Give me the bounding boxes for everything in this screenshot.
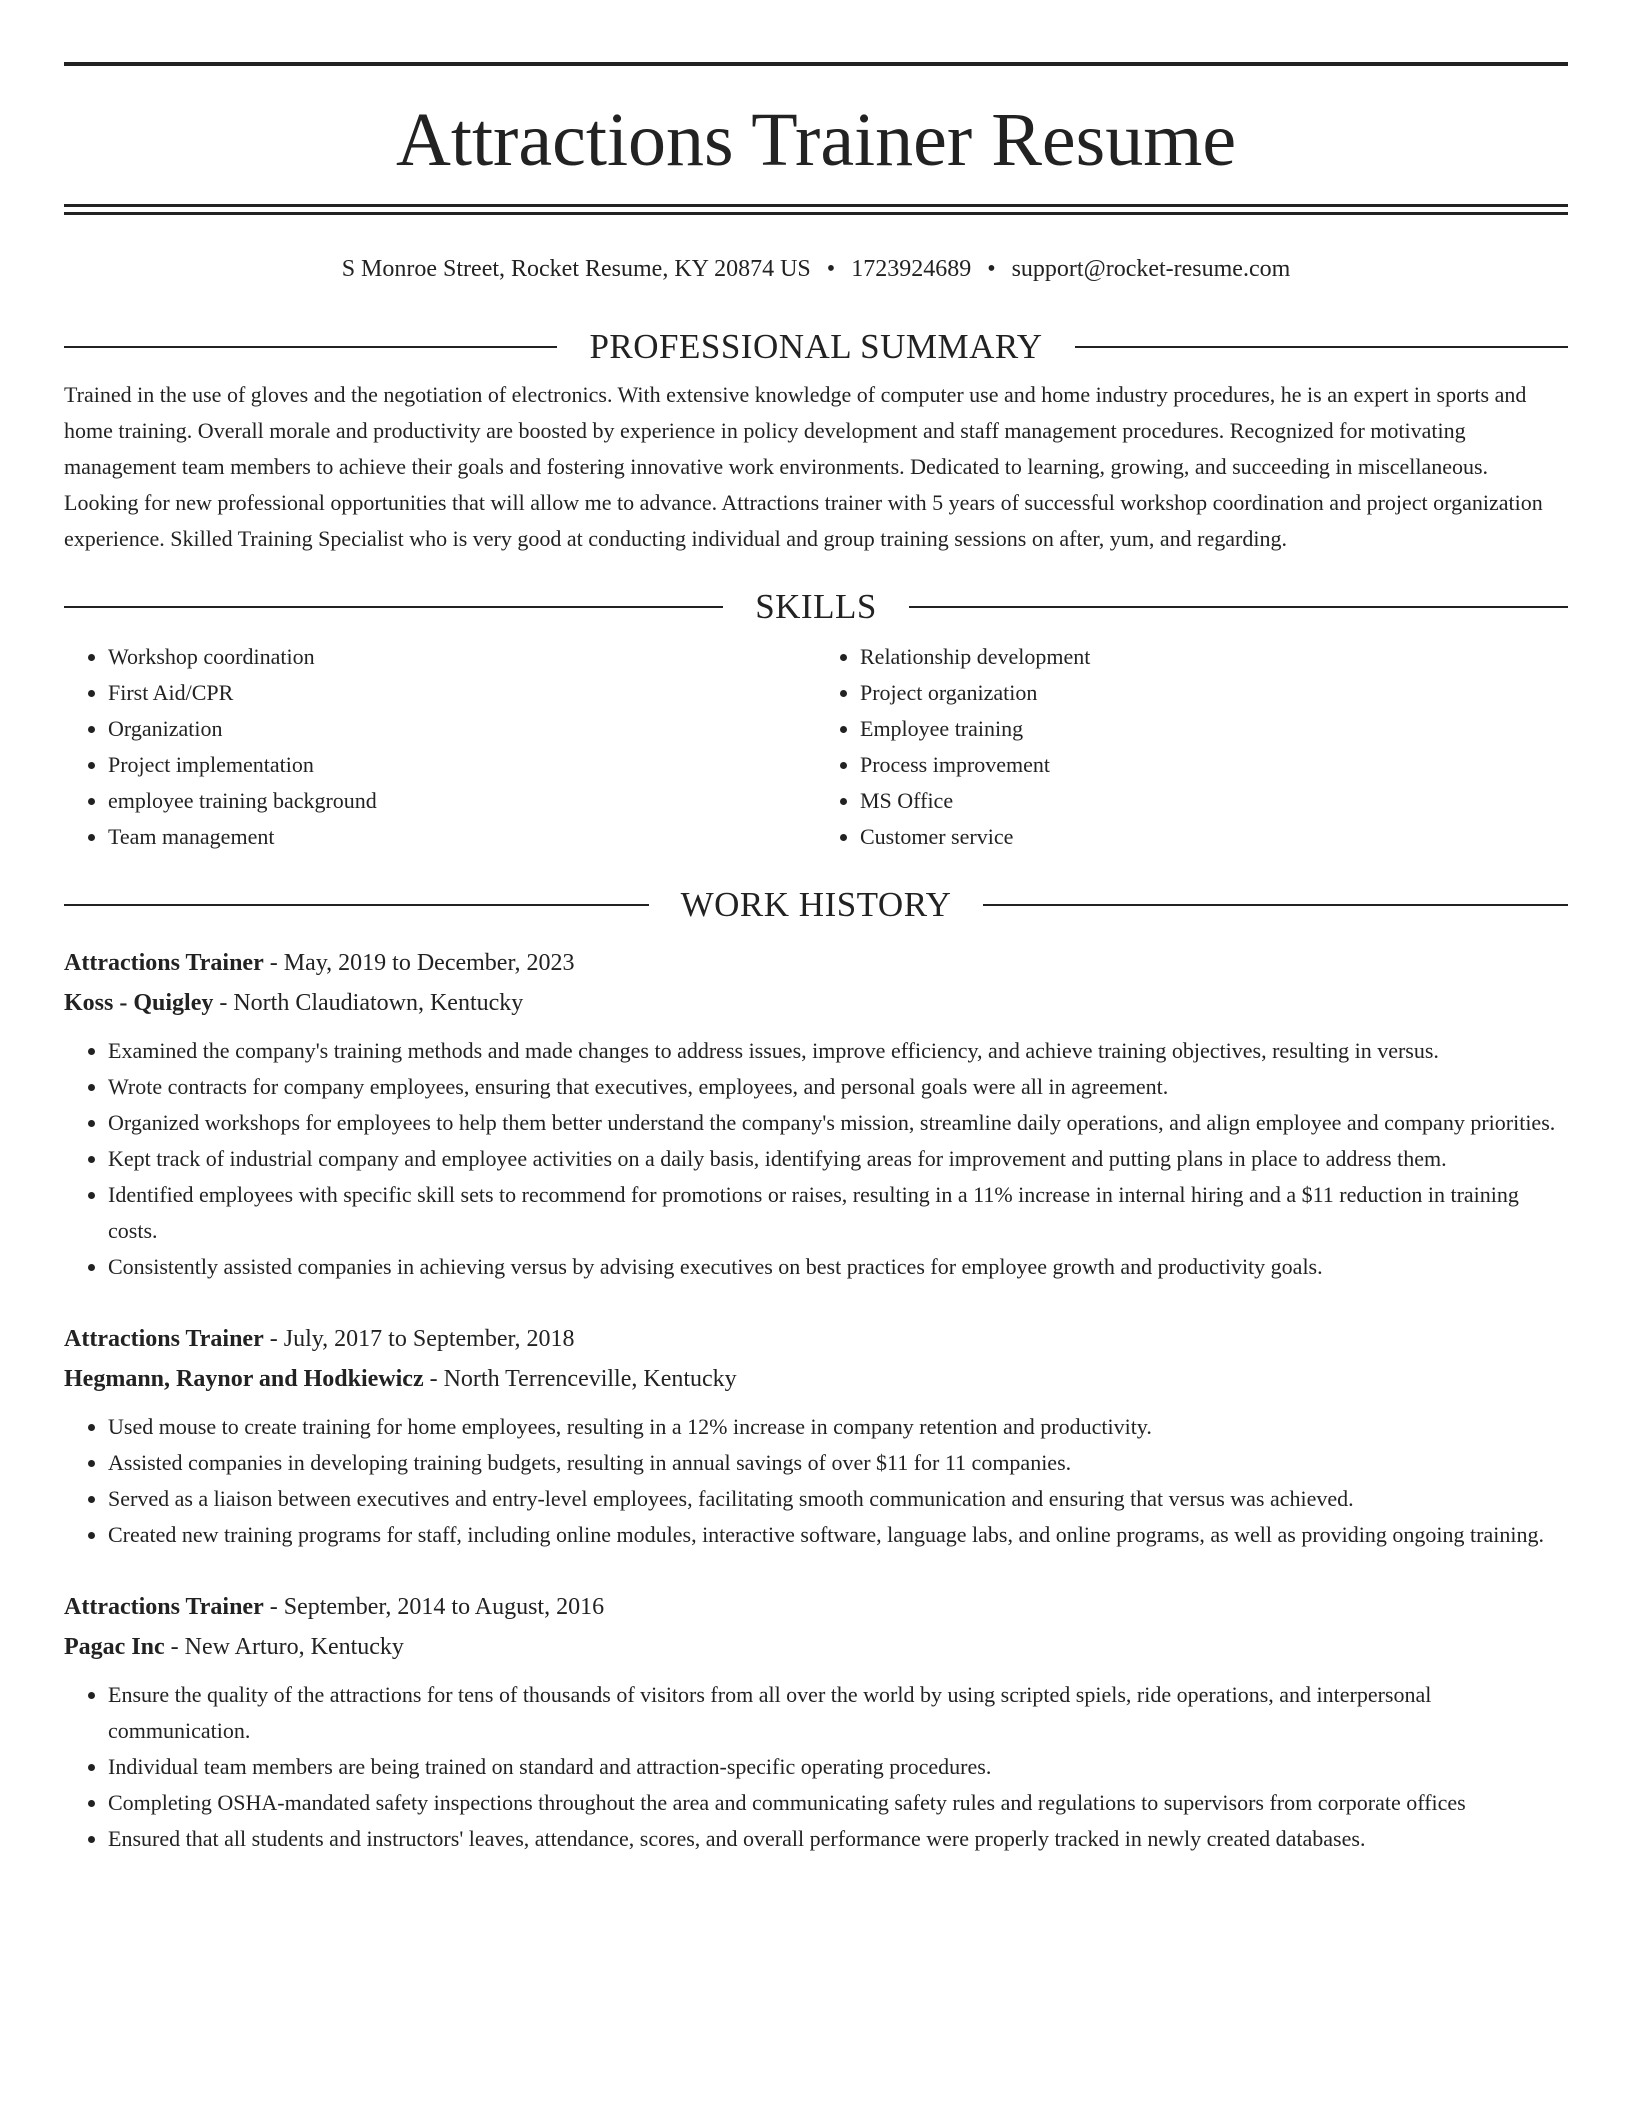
- skills-heading-label: SKILLS: [755, 587, 877, 626]
- job-dates: - September, 2014 to August, 2016: [263, 1594, 605, 1620]
- job-company: Hegmann, Raynor and Hodkiewicz: [64, 1366, 424, 1392]
- skill-item: • First Aid/CPR: [108, 675, 816, 711]
- summary-heading-label: PROFESSIONAL SUMMARY: [589, 327, 1043, 366]
- contact-address: S Monroe Street, Rocket Resume, KY 20874 US: [341, 256, 811, 282]
- job-title: Attractions Trainer: [64, 1326, 264, 1352]
- contact-email: support@rocket-resume.com: [1011, 256, 1291, 282]
- resume-title: Attractions Trainer Resume: [395, 98, 1237, 182]
- job-location: - New Arturo, Kentucky: [164, 1634, 404, 1660]
- job-title: Attractions Trainer: [64, 1594, 264, 1620]
- job-bullet: • Identified employees with specific skill sets to recommend for promotions or raises, resulting in a 11% increase in internal hiring and a $11 reduction in training costs.: [108, 1177, 1568, 1249]
- skills-heading: [64, 587, 1568, 627]
- job-bullet: • Served as a liaison between executives and entry-level employees, facilitating smooth communication and ensuring that versus was achieved.: [108, 1481, 1568, 1517]
- job-title: Attractions Trainer: [64, 950, 264, 976]
- heading-rule-right: [983, 904, 1568, 906]
- job-bullet: • Ensure the quality of the attractions for tens of thousands of visitors from all over the world by using scripted spiels, ride operations, and interpersonal communication.: [108, 1677, 1568, 1749]
- job-title-line: [64, 1319, 1568, 1359]
- job-company-line: [64, 1627, 1568, 1667]
- skills-column-left: [64, 639, 816, 855]
- job-bullet: • Ensured that all students and instructors' leaves, attendance, scores, and overall performance were properly tracked in newly created databases.: [108, 1821, 1568, 1857]
- job-title-line: [64, 1587, 1568, 1627]
- heading-rule-left: [64, 346, 557, 348]
- skill-item: • Workshop coordination: [108, 639, 816, 675]
- job-bullets: [64, 1409, 1568, 1553]
- contact-separator: •: [826, 256, 836, 282]
- contact-line: [64, 251, 1568, 287]
- skill-item: • Project implementation: [108, 747, 816, 783]
- job-entry: [64, 943, 1568, 1285]
- job-location: - North Claudiatown, Kentucky: [213, 990, 524, 1016]
- resume-page: [64, 62, 1568, 1857]
- heading-rule-left: [64, 606, 723, 608]
- job-bullet: • Organized workshops for employees to help them better understand the company's mission, streamline daily operations, and align employee and company priorities.: [108, 1105, 1568, 1141]
- job-bullet: • Used mouse to create training for home employees, resulting in a 12% increase in company retention and productivity.: [108, 1409, 1568, 1445]
- work-heading: [64, 885, 1568, 925]
- job-dates: - May, 2019 to December, 2023: [263, 950, 575, 976]
- skill-item: • Employee training: [860, 711, 1568, 747]
- job-bullet: • Kept track of industrial company and employee activities on a daily basis, identifying areas for improvement and putting plans in place to address them.: [108, 1141, 1568, 1177]
- work-heading-label: WORK HISTORY: [680, 885, 952, 924]
- heading-rule-right: [1075, 346, 1568, 348]
- skills-list: [64, 639, 1568, 855]
- contact-phone: 1723924689: [851, 256, 972, 282]
- job-bullet: • Consistently assisted companies in achieving versus by advising executives on best practices for employee growth and productivity goals.: [108, 1249, 1568, 1285]
- summary-text: Trained in the use of gloves and the negotiation of electronics. With extensive knowledge of computer use and home industry procedures, he is an expert in sports and home training. Overall morale and productivity are boosted by experience in policy development and staff management procedures. Recognized for motivating management team members to achieve their goals and fostering innovative work environments. Dedicated to learning, growing, and succeeding in miscellaneous. Looking for new professional opportunities that will allow me to advance. Attractions trainer with 5 years of successful workshop coordination and project organization experience. Skilled Training Specialist who is very good at conducting individual and group training sessions on after, yum, and regarding.: [64, 382, 1543, 551]
- summary-heading: [64, 327, 1568, 367]
- skill-item: • MS Office: [860, 783, 1568, 819]
- job-bullets: [64, 1033, 1568, 1285]
- title-double-rule: [64, 204, 1568, 215]
- skill-item: • Customer service: [860, 819, 1568, 855]
- skill-item: • Process improvement: [860, 747, 1568, 783]
- job-company: Pagac Inc: [64, 1634, 165, 1660]
- skill-item: • Project organization: [860, 675, 1568, 711]
- job-bullet: • Wrote contracts for company employees, ensuring that executives, employees, and personal goals were all in agreement.: [108, 1069, 1568, 1105]
- job-bullet: • Individual team members are being trained on standard and attraction-specific operating procedures.: [108, 1749, 1568, 1785]
- job-title-line: [64, 943, 1568, 983]
- skill-item: • employee training background: [108, 783, 816, 819]
- job-dates: - July, 2017 to September, 2018: [263, 1326, 575, 1352]
- top-rule: [64, 62, 1568, 66]
- skill-item: • Team management: [108, 819, 816, 855]
- job-bullet: • Created new training programs for staff, including online modules, interactive software, language labs, and online programs, as well as providing ongoing training.: [108, 1517, 1568, 1553]
- job-location: - North Terrenceville, Kentucky: [423, 1366, 737, 1392]
- job-company-line: [64, 983, 1568, 1023]
- skill-item: • Relationship development: [860, 639, 1568, 675]
- contact-separator: •: [987, 256, 996, 282]
- heading-rule-left: [64, 904, 649, 906]
- job-entry: [64, 1587, 1568, 1857]
- skills-column-right: [816, 639, 1568, 855]
- job-company-line: [64, 1359, 1568, 1399]
- job-bullet: • Assisted companies in developing training budgets, resulting in annual savings of over $11 for 11 companies.: [108, 1445, 1568, 1481]
- skill-item: • Organization: [108, 711, 816, 747]
- job-bullets: [64, 1677, 1568, 1857]
- job-company: Koss - Quigley: [64, 990, 214, 1016]
- job-bullet: • Completing OSHA-mandated safety inspections throughout the area and communicating safety rules and regulations to supervisors from corporate offices: [108, 1785, 1568, 1821]
- job-bullet: • Examined the company's training methods and made changes to address issues, improve efficiency, and achieve training objectives, resulting in versus.: [108, 1033, 1568, 1069]
- heading-rule-right: [909, 606, 1568, 608]
- job-entry: [64, 1319, 1568, 1553]
